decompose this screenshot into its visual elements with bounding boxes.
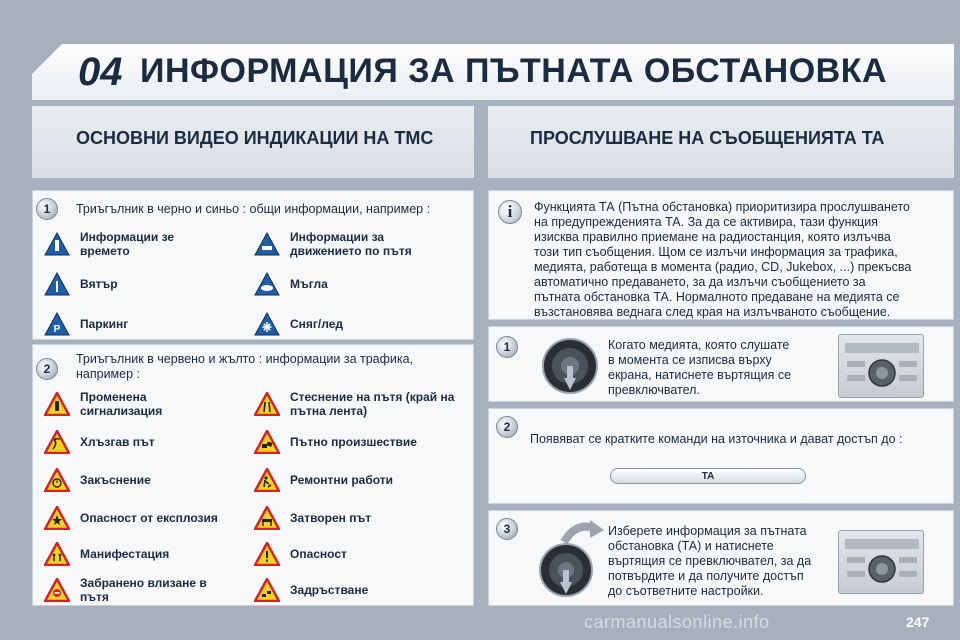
list-item: Информации зе времето bbox=[44, 230, 174, 258]
list-item: Манифестация bbox=[44, 542, 169, 566]
list-item: Забранено влизане в пътя bbox=[44, 576, 207, 604]
ta-menu-key: TA bbox=[610, 468, 806, 484]
step-badge: 2 bbox=[496, 416, 518, 438]
list-item: Закъснение bbox=[44, 468, 151, 492]
list-item: Опасност от експлозия bbox=[44, 506, 218, 530]
radio-unit-image bbox=[838, 530, 924, 594]
explosion-danger-icon bbox=[44, 506, 70, 530]
weather-sign-icon bbox=[44, 232, 70, 256]
delay-icon bbox=[44, 468, 70, 492]
list-item: Сняг/лед bbox=[254, 312, 343, 336]
no-entry-icon bbox=[44, 578, 70, 602]
accident-icon bbox=[254, 430, 280, 454]
list-item: Хлъзгав път bbox=[44, 430, 155, 454]
svg-text:P: P bbox=[53, 324, 61, 335]
step-badge: 3 bbox=[496, 518, 518, 540]
traffic-info-sign-icon bbox=[254, 232, 280, 256]
list-item: Опасност bbox=[254, 542, 347, 566]
radio-unit-icon bbox=[839, 531, 925, 595]
watermark: carmanualsonline.info bbox=[584, 612, 770, 632]
chapter-number: 04 bbox=[78, 50, 123, 94]
step-badge: 1 bbox=[36, 198, 58, 220]
changed-signals-icon bbox=[44, 392, 70, 416]
traffic-jam-icon bbox=[254, 578, 280, 602]
left-section-title: ОСНОВНИ ВИДЕО ИНДИКАЦИИ НА TMC bbox=[76, 128, 434, 148]
right-section-title: ПРОСЛУШВАНЕ НА СЪОБЩЕНИЯТА TA bbox=[530, 128, 885, 148]
ta-info-text: Функцията ТА (Пътна обстановка) приоритизира прослушването на предупрежденията ТА. За да се активира, тази функция изисква правилно приемане на радиостанция, която излъчва този тип съобщения. Щом се излъчи информация за трафика, медията, работеща в момента (радио, CD, Jukebox, ...) прекъсва автоматично предаването, за да излъчи съобщението за пътната обстановка ТА. Нормалното предаване на медията се възстановява веднага след края на излъчваното съобщение. bbox=[534, 200, 912, 319]
wind-sign-icon bbox=[44, 272, 70, 296]
list-item: Затворен път bbox=[254, 506, 371, 530]
list-item: Ремонтни работи bbox=[254, 468, 393, 492]
list-item: Променена сигнализация bbox=[44, 390, 162, 418]
rotary-knob-icon bbox=[540, 336, 600, 396]
step-badge: 2 bbox=[36, 358, 58, 380]
list-item: Мъгла bbox=[254, 272, 328, 296]
ta-step3-text: Изберете информация за пътната обстановка (ТА) и натиснете въртящия се превключвател, за да потвърдите и да получите достъп до съответните настройки. bbox=[608, 524, 812, 598]
parking-sign-icon bbox=[44, 312, 70, 336]
demonstration-icon bbox=[44, 542, 70, 566]
group1-intro: Триъгълник в черно и синьо : общи информации, например : bbox=[76, 202, 431, 216]
page-number: 247 bbox=[906, 614, 930, 630]
list-item: Вятър bbox=[44, 272, 118, 296]
road-closed-icon bbox=[254, 506, 280, 530]
step-badge: 1 bbox=[496, 336, 518, 358]
list-item: Пътно произшествие bbox=[254, 430, 417, 454]
fog-sign-icon bbox=[254, 272, 280, 296]
chapter-title: ИНФОРМАЦИЯ ЗА ПЪТНАТА ОБСТАНОВКА bbox=[140, 52, 888, 90]
roadworks-icon bbox=[254, 468, 280, 492]
list-item: Информации за движението по пътя bbox=[254, 230, 412, 258]
list-item: Стеснение на пътя (край на пътна лента) bbox=[254, 390, 454, 418]
snow-sign-icon bbox=[254, 312, 280, 336]
danger-icon bbox=[254, 542, 280, 566]
ta-step1-text: Когато медията, която слушате в момента се изписва върху екрана, натиснете въртящия се превключвател. bbox=[608, 338, 792, 397]
group2-intro: Триъгълник в червено и жълто : информации за трафика, например : bbox=[76, 352, 414, 381]
radio-unit-icon bbox=[839, 335, 925, 399]
rotary-knob-turn-icon bbox=[536, 516, 606, 602]
road-narrows-icon bbox=[254, 392, 280, 416]
list-item: P Паркинг bbox=[44, 312, 128, 336]
ta-step2-text: Появяват се кратките команди на източника и дават достъп до : bbox=[530, 432, 903, 446]
list-item: Задръстване bbox=[254, 578, 368, 602]
radio-unit-image bbox=[838, 334, 924, 398]
ta-step2-panel bbox=[488, 408, 954, 504]
info-icon: i bbox=[498, 200, 522, 224]
slippery-road-icon bbox=[44, 430, 70, 454]
